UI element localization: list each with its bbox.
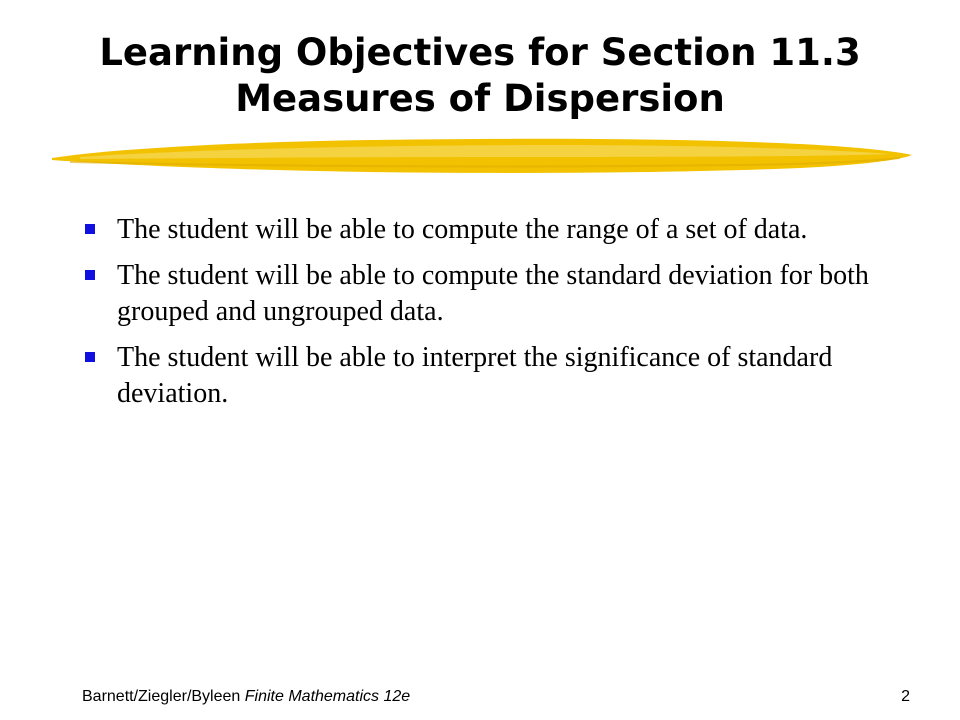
bullet-text: The student will be able to compute the range of a set of data.	[117, 214, 808, 245]
square-bullet-icon	[85, 224, 95, 234]
bullet-text: The student will be able to interpret the significance of standard deviation.	[117, 342, 833, 409]
page-number: 2	[901, 688, 910, 705]
footer-citation	[82, 688, 410, 706]
list-item	[80, 340, 880, 412]
objectives-list	[80, 212, 880, 422]
footer-authors: Barnett/Ziegler/Byleen	[82, 688, 241, 705]
list-item	[80, 212, 880, 248]
brush-stroke-divider	[40, 132, 920, 182]
title-line-1: Learning Objectives for Section 11.3	[99, 31, 861, 74]
footer-book-title: Finite Mathematics 12e	[244, 688, 411, 705]
title-line-2: Measures of Dispersion	[235, 77, 725, 120]
list-item	[80, 258, 880, 330]
square-bullet-icon	[85, 270, 95, 280]
slide-title	[0, 30, 960, 122]
square-bullet-icon	[85, 352, 95, 362]
bullet-text: The student will be able to compute the standard deviation for both grouped and ungrouped data.	[117, 260, 869, 327]
